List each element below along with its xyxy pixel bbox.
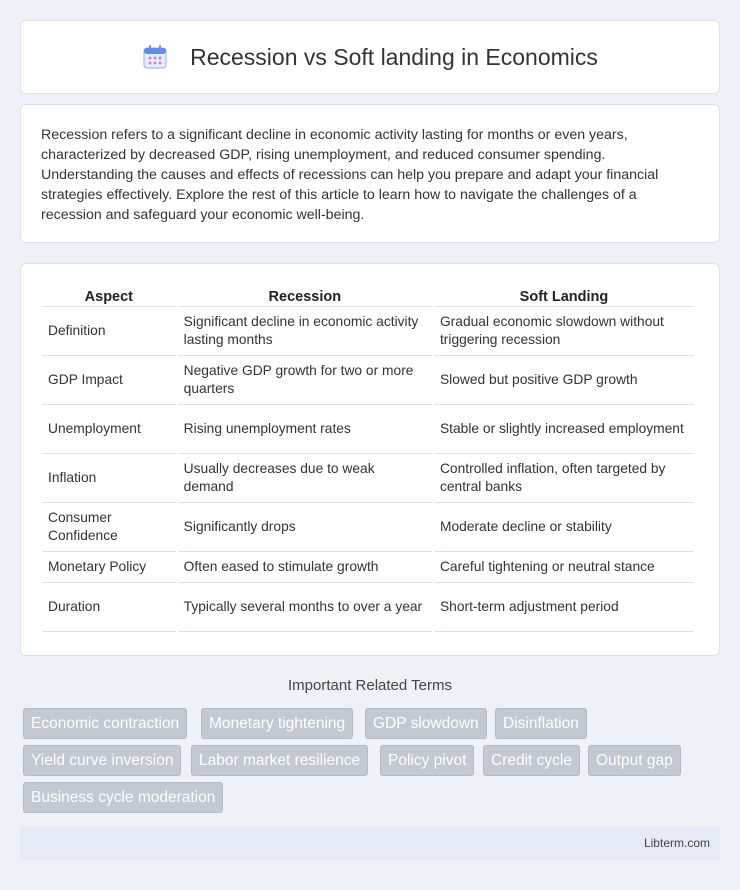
table-cell: Inflation — [42, 454, 176, 503]
table-cell: Typically several months to over a year — [178, 583, 432, 632]
page-title: Recession vs Soft landing in Economics — [190, 43, 598, 70]
related-terms-title: Important Related Terms — [288, 677, 452, 694]
table-cell: Moderate decline or stability — [434, 503, 694, 552]
column-header-recession: Recession — [178, 284, 432, 307]
tag-business-cycle-moderation[interactable]: Business cycle moderation — [23, 782, 223, 813]
table-row — [42, 552, 694, 583]
table-cell: Often eased to stimulate growth — [178, 552, 432, 583]
table-cell: Duration — [42, 583, 176, 632]
tag-credit-cycle[interactable]: Credit cycle — [483, 745, 580, 776]
intro-text: Recession refers to a significant decline in economic activity lasting for months or even years, characterized by decreased GDP, rising unemployment, and reduced consumer spending. Understanding the causes and effects of recessions can help you prepare and adapt your financial strategies effectively. Explore the rest of this article to learn how to navigate the challenges of a recession and safeguard your economic well-being. — [41, 127, 659, 223]
table-cell: Usually decreases due to weak demand — [178, 454, 432, 503]
column-header-soft-landing: Soft Landing — [434, 284, 694, 307]
table-cell: Significantly drops — [178, 503, 432, 552]
table-cell: Significant decline in economic activity lasting months — [178, 307, 432, 356]
header-card — [20, 20, 720, 94]
tag-yield-curve-inversion[interactable]: Yield curve inversion — [23, 745, 181, 776]
table-cell: Short-term adjustment period — [434, 583, 694, 632]
table-cell: Definition — [42, 307, 176, 356]
tag-output-gap[interactable]: Output gap — [588, 745, 681, 776]
tag-gdp-slowdown[interactable]: GDP slowdown — [365, 708, 487, 739]
table-cell: Rising unemployment rates — [178, 405, 432, 454]
table-cell: GDP Impact — [42, 356, 176, 405]
table-row — [42, 356, 694, 405]
table-cell: Gradual economic slowdown without triggering recession — [434, 307, 694, 356]
table-cell: Controlled inflation, often targeted by central banks — [434, 454, 694, 503]
tag-disinflation[interactable]: Disinflation — [495, 708, 587, 739]
table-row — [42, 307, 694, 356]
table-cell: Negative GDP growth for two or more quarters — [178, 356, 432, 405]
table-cell: Stable or slightly increased employment — [434, 405, 694, 454]
tag-labor-market-resilience[interactable]: Labor market resilience — [191, 745, 368, 776]
table-row — [42, 503, 694, 552]
table-cell: Consumer Confidence — [42, 503, 176, 552]
footer — [20, 826, 720, 860]
table-cell: Careful tightening or neutral stance — [434, 552, 694, 583]
intro-card — [20, 104, 720, 243]
table-cell: Unemployment — [42, 405, 176, 454]
footer-brand[interactable]: Libterm.com — [643, 836, 710, 850]
tag-economic-contraction[interactable]: Economic contraction — [23, 708, 187, 739]
calendar-icon — [142, 44, 168, 70]
comparison-card — [20, 263, 720, 656]
table-cell: Monetary Policy — [42, 552, 176, 583]
table-row — [42, 454, 694, 503]
column-header-aspect: Aspect — [42, 284, 176, 307]
tag-policy-pivot[interactable]: Policy pivot — [380, 745, 474, 776]
table-row — [42, 583, 694, 632]
table-row — [42, 405, 694, 454]
tag-monetary-tightening[interactable]: Monetary tightening — [201, 708, 353, 739]
table-cell: Slowed but positive GDP growth — [434, 356, 694, 405]
comparison-table — [40, 284, 696, 632]
